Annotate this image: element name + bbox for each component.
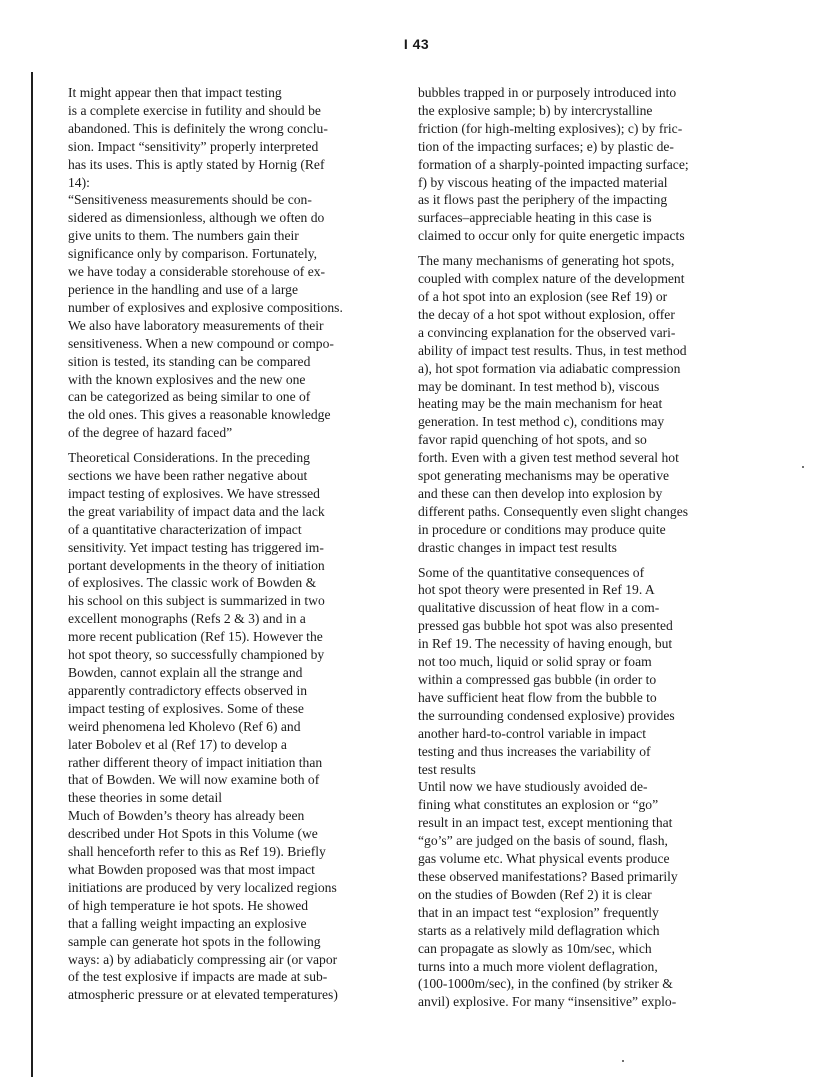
paragraph-theoretical-considerations: Theoretical Considerations. In the preceding sections we have been rather negative about impact testing of explosives. We have stressed the great variability of impact data and the lack of a quantitative characterization of impact sensitivity. Yet impact testing has triggered im- portant developments in the theory of initiation of explosives. The classic work of Bowden & his school on this subject is summarized in two excellent monographs (Refs 2 & 3) and in a more recent publication (Ref 15). However the hot spot theory, so successfully championed by Bowden, cannot explain all the strange and apparently contradictory effects observed in impact testing of explosives. Some of these weird phenomena led Kholevo (Ref 6) and later Bobolev et al (Ref 17) to develop a rather different theory of impact initiation than that of Bowden. We will now examine both of these theories in some detail bbox=[68, 450, 325, 806]
right-column bbox=[418, 84, 748, 1011]
paragraph-bowden-theory: Much of Bowden’s theory has already been described under Hot Spots in this Volume (we shall henceforth refer to this as Ref 19). Briefly what Bowden proposed was that most impact initiations are produced by very localized regions of high temperature ie hot spots. He showed that a falling weight impacting an explosive sample can generate hot spots in the following ways: a) by adiabaticly compressing air (or vapor of the test explosive if impacts are made at sub- atmospheric pressure or at elevated temperatures) bbox=[68, 808, 338, 1003]
paragraph-hot-spot-ways: bubbles trapped in or purposely introduced into the explosive sample; b) by intercrystalline friction (for high-melting explosives); c) by fric- tion of the impacting surfaces; e) by plastic de- formation of a sharply-pointed impacting surface; f) by viscous heating of the impacted material as it flows past the periphery of the impacting surfaces–appreciable heating in this case is claimed to occur only for quite energetic impacts bbox=[418, 85, 689, 244]
scan-speck bbox=[622, 1060, 624, 1062]
paragraph-futility: It might appear then that impact testing is a complete exercise in futility and should be abandoned. This is definitely the wrong conclu- sion. Impact “sensitivity” properly interpreted has its uses. This is aptly stated by Hornig (Ref 14): bbox=[68, 85, 328, 190]
paragraph-quantitative-consequences: Some of the quantitative consequences of hot spot theory were presented in Ref 19. A qualitative discussion of heat flow in a com- pressed gas bubble hot spot was also presented in Ref 19. The necessity of having enough, but not too much, liquid or solid spray or foam within a compressed gas bubble (in order to have sufficient heat flow from the bubble to the surrounding condensed explosive) provides another hard-to-control variable in impact testing and thus increases the variability of test results bbox=[418, 564, 675, 777]
paragraph-mechanisms: The many mechanisms of generating hot spots, coupled with complex nature of the development of a hot spot into an explosion (see Ref 19) or the decay of a hot spot without explosion, offer a convincing explanation for the observed vari- ability of impact test results. Thus, in test method a), hot spot formation via adiabatic compression may be dominant. In test method b), viscous heating may be the main mechanism for heat generation. In test method c), conditions may favor rapid quenching of hot spots, and so forth. Even with a given test method several hot spot generating mechanisms may be operative and these can then develop into explosion by different paths. Consequently even slight changes in procedure or conditions may produce quite drastic changes in impact test results bbox=[418, 253, 689, 555]
left-column bbox=[68, 84, 398, 1004]
paragraph-hornig-quote: “Sensitiveness measurements should be con- sidered as dimensionless, although we often do give units to them. The numbers gain their significance only by comparison. Fortunately, we have today a considerable storehouse of ex- perience in the handling and use of a large number of explosives and explosive compositions. We also have laboratory measurements of their sensitiveness. When a new compound or compo- sition is tested, its standing can be compared with the known explosives and the new one can be categorized as being similar to one of the old ones. This gives a reasonable knowledge of the degree of hazard faced” bbox=[68, 192, 343, 441]
scan-edge-rule bbox=[31, 72, 33, 1077]
page-number: I 43 bbox=[403, 36, 430, 52]
scan-speck bbox=[802, 466, 804, 468]
paragraph-explosion-definition: Until now we have studiously avoided de- fining what constitutes an explosion or “go” result in an impact test, except mentioning that “go’s” are judged on the basis of sound, flash, gas volume etc. What physical events produce these observed manifestations? Based primarily on the studies of Bowden (Ref 2) it is clear that in an impact test “explosion” frequently starts as a relatively mild deflagration which can propagate as slowly as 10m/sec, which turns into a much more violent deflagration, (100-1000m/sec), in the confined (by striker & anvil) explosive. For many “insensitive” explo- bbox=[418, 779, 678, 1010]
